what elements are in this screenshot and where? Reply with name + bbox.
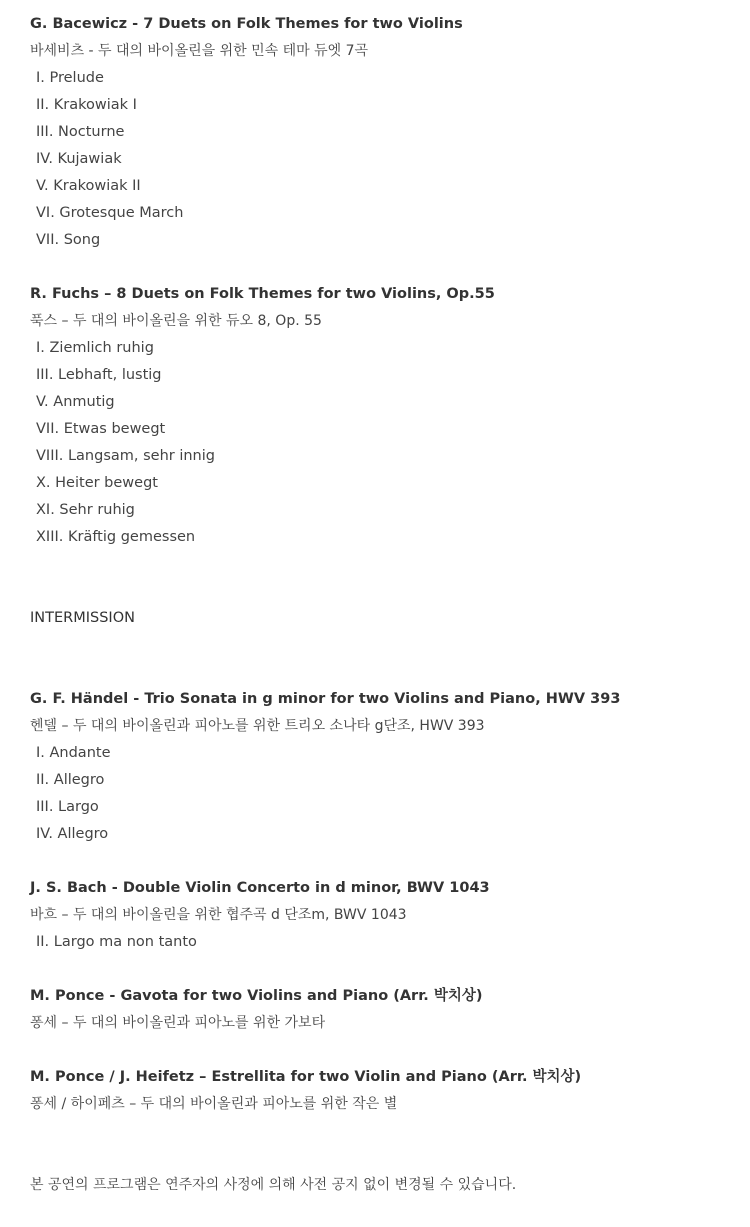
movement: IV. Allegro [36, 826, 109, 842]
piece-title: M. Ponce / J. Heifetz – Estrellita for two Violin and Piano (Arr. 박치상) [30, 1069, 582, 1085]
piece-title: G. Bacewicz - 7 Duets on Folk Themes for two Violins [30, 16, 463, 32]
piece-subtitle: 퐁세 – 두 대의 바이올린과 피아노를 위한 가보타 [30, 1015, 326, 1031]
intermission-label: INTERMISSION [30, 610, 135, 626]
movement: VII. Etwas bewegt [36, 421, 166, 437]
movement: III. Nocturne [36, 124, 125, 140]
movement: IV. Kujawiak [36, 151, 122, 167]
movement: VIII. Langsam, sehr innig [36, 448, 215, 464]
piece-title: R. Fuchs – 8 Duets on Folk Themes for two Violins, Op.55 [30, 286, 495, 302]
spacer [30, 956, 730, 983]
movement: V. Anmutig [36, 394, 115, 410]
piece-subtitle: 바세비츠 - 두 대의 바이올린을 위한 민속 테마 듀엣 7곡 [30, 43, 369, 59]
piece-subtitle: 푹스 – 두 대의 바이올린을 위한 듀오 8, Op. 55 [30, 313, 322, 329]
movement: III. Lebhaft, lustig [36, 367, 162, 383]
movement: XI. Sehr ruhig [36, 502, 135, 518]
movement: III. Largo [36, 799, 99, 815]
piece-title: M. Ponce - Gavota for two Violins and Piano (Arr. 박치상) [30, 988, 483, 1004]
piece-title: G. F. Händel - Trio Sonata in g minor for two Violins and Piano, HWV 393 [30, 691, 621, 707]
movement: II. Krakowiak I [36, 97, 137, 113]
movement: II. Largo ma non tanto [36, 934, 197, 950]
spacer [30, 848, 730, 875]
spacer [30, 1037, 730, 1064]
movement: V. Krakowiak II [36, 178, 141, 194]
piece-subtitle: 바흐 – 두 대의 바이올린을 위한 협주곡 d 단조m, BWV 1043 [30, 907, 407, 923]
program-content [30, 11, 730, 1199]
movement: I. Andante [36, 745, 111, 761]
piece-subtitle: 퐁세 / 하이페츠 – 두 대의 바이올린과 피아노를 위한 작은 별 [30, 1096, 398, 1112]
spacer [30, 632, 730, 686]
piece-title: J. S. Bach - Double Violin Concerto in d minor, BWV 1043 [30, 880, 490, 896]
movement: I. Prelude [36, 70, 104, 86]
movement: II. Allegro [36, 772, 105, 788]
movement: VI. Grotesque March [36, 205, 184, 221]
spacer [30, 551, 730, 605]
movement: VII. Song [36, 232, 101, 248]
movement: X. Heiter bewegt [36, 475, 158, 491]
spacer [30, 254, 730, 281]
piece-subtitle: 헨델 – 두 대의 바이올린과 피아노를 위한 트리오 소나타 g단조, HWV 393 [30, 718, 485, 734]
movement: I. Ziemlich ruhig [36, 340, 154, 356]
spacer [30, 1118, 730, 1172]
program-change-notice: 본 공연의 프로그램은 연주자의 사정에 의해 사전 공지 없이 변경될 수 있습니다. [30, 1177, 517, 1193]
movement: XIII. Kräftig gemessen [36, 529, 196, 545]
